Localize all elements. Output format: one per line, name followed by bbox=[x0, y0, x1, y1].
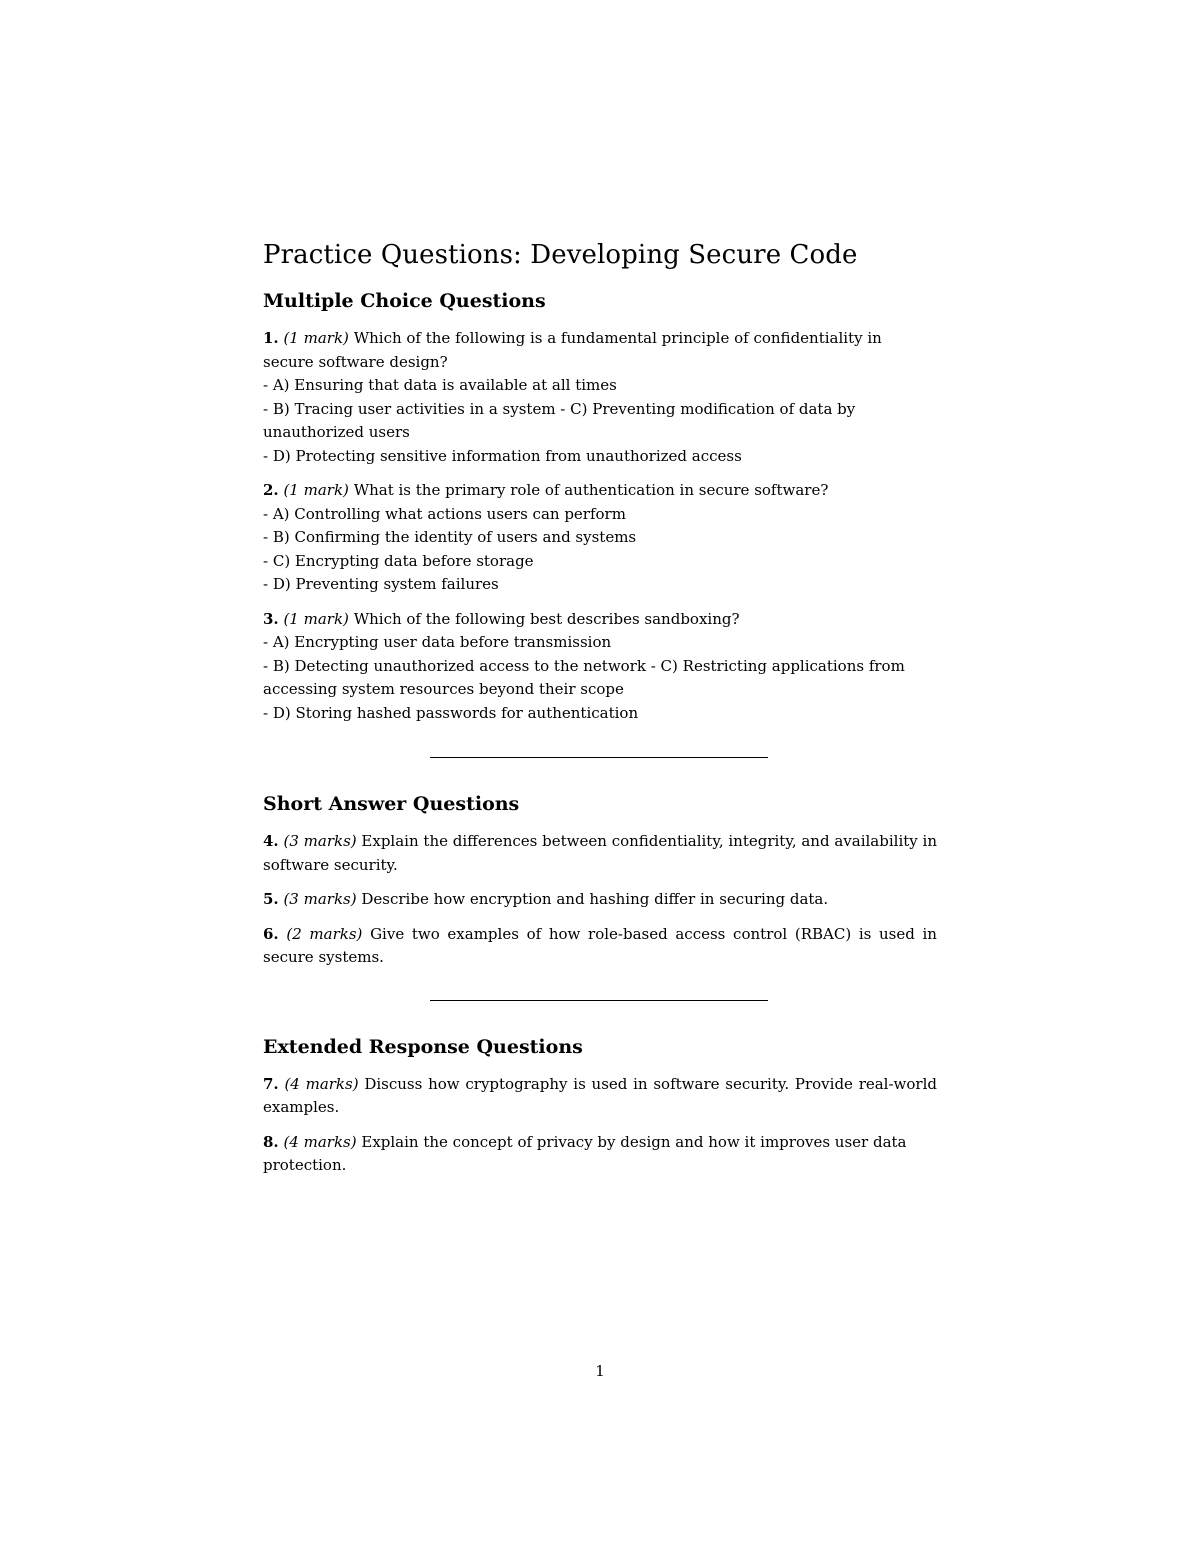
question-2 bbox=[263, 479, 937, 597]
section-heading-multiple-choice: Multiple Choice Questions bbox=[263, 290, 546, 312]
question-marks: (1 mark) bbox=[283, 481, 349, 499]
question-marks: (4 marks) bbox=[283, 1132, 357, 1151]
question-3 bbox=[263, 608, 937, 726]
question-1 bbox=[263, 327, 937, 468]
question-text: What is the primary role of authentication in secure software? bbox=[353, 481, 829, 499]
document-page bbox=[263, 236, 937, 1178]
question-6 bbox=[263, 923, 937, 970]
answer-option: - A) Controlling what actions users can perform bbox=[263, 504, 626, 523]
question-marks: (1 mark) bbox=[283, 329, 349, 347]
section-heading-extended-response: Extended Response Questions bbox=[263, 1035, 583, 1058]
question-8 bbox=[263, 1131, 937, 1178]
question-number: 4. bbox=[263, 832, 279, 850]
question-text: Discuss how cryptography is used in software security. Provide real-world examples. bbox=[263, 1074, 937, 1116]
page-title: Practice Questions: Developing Secure Code bbox=[263, 240, 858, 270]
question-7 bbox=[263, 1073, 937, 1120]
question-marks: (3 marks) bbox=[283, 832, 357, 850]
answer-option: - B) Confirming the identity of users and systems bbox=[263, 528, 637, 546]
question-4 bbox=[263, 830, 937, 877]
answer-option: - A) Encrypting user data before transmission bbox=[263, 633, 612, 651]
question-number: 5. bbox=[263, 890, 279, 908]
question-number: 8. bbox=[263, 1132, 279, 1151]
question-marks: (4 marks) bbox=[284, 1074, 359, 1093]
question-number: 2. bbox=[263, 481, 279, 499]
question-text: Which of the following is a fundamental principle of confidentiality in secure software design? bbox=[263, 329, 882, 371]
question-text: Give two examples of how role-based access control (RBAC) is used in secure systems. bbox=[263, 924, 937, 966]
answer-option: - D) Preventing system failures bbox=[263, 575, 499, 593]
question-5 bbox=[263, 888, 937, 912]
answer-option: - D) Protecting sensitive information from unauthorized access bbox=[263, 446, 742, 465]
answer-option: - B) Tracing user activities in a system - C) Preventing modification of data by unauthorized users bbox=[263, 399, 856, 441]
question-text: Explain the differences between confidentiality, integrity, and availability in software security. bbox=[263, 832, 937, 874]
question-text: Which of the following best describes sandboxing? bbox=[353, 609, 740, 628]
page-number: 1 bbox=[595, 1362, 605, 1380]
question-number: 1. bbox=[263, 329, 279, 347]
answer-option: - B) Detecting unauthorized access to the network - C) Restricting applications from accessing system resources beyond their scope bbox=[263, 656, 905, 698]
section-divider bbox=[430, 1000, 768, 1001]
question-number: 7. bbox=[263, 1074, 279, 1093]
question-marks: (1 mark) bbox=[283, 609, 349, 628]
question-marks: (2 marks) bbox=[286, 924, 363, 943]
section-heading-short-answer: Short Answer Questions bbox=[263, 793, 520, 815]
question-text: Explain the concept of privacy by design and how it improves user data protection. bbox=[263, 1132, 907, 1174]
section-divider bbox=[430, 757, 768, 758]
answer-option: - C) Encrypting data before storage bbox=[263, 551, 534, 570]
question-text: Describe how encryption and hashing differ in securing data. bbox=[361, 890, 829, 908]
question-number: 3. bbox=[263, 609, 279, 628]
answer-option: - A) Ensuring that data is available at all times bbox=[263, 376, 617, 394]
question-marks: (3 marks) bbox=[283, 890, 357, 908]
question-number: 6. bbox=[263, 924, 279, 943]
answer-option: - D) Storing hashed passwords for authentication bbox=[263, 703, 639, 722]
